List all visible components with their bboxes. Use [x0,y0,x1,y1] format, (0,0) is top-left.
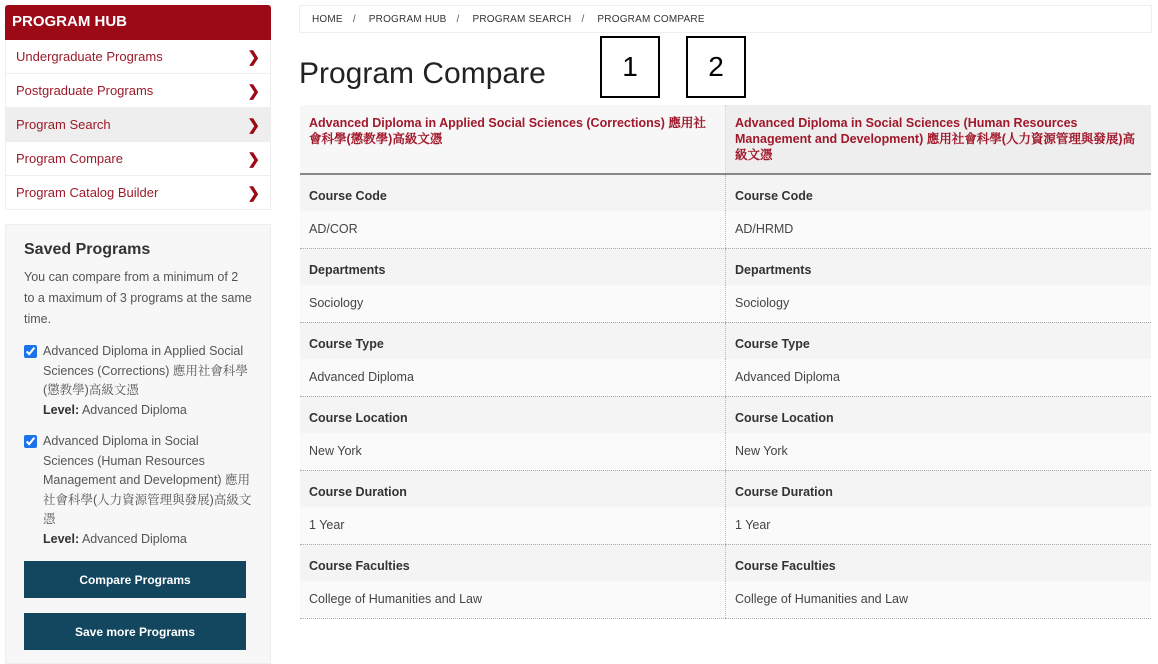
field-label: Course Duration [726,470,1152,507]
program-hub-nav [5,5,271,210]
field-label: Departments [726,248,1152,285]
field-label: Departments [300,248,726,285]
chevron-right-icon: ❯ [247,184,260,202]
breadcrumb-home[interactable]: HOME [312,14,343,25]
field-label: Course Location [726,396,1152,433]
field-value: Sociology [726,285,1152,322]
field-value: AD/HRMD [726,211,1152,248]
program-name: Advanced Diploma in Applied Social Sciences (Corrections) 應用社會科學(懲教學)高級文憑 [43,344,248,397]
field-label: Course Type [726,322,1152,359]
breadcrumb-program-compare: PROGRAM COMPARE [597,14,705,25]
label-row [300,396,1151,433]
nav-label: Program Search [16,117,111,132]
nav-label: Undergraduate Programs [16,49,163,64]
nav-label: Program Catalog Builder [16,185,159,200]
save-more-programs-button[interactable]: Save more Programs [24,613,246,650]
annotation-marker-1: 1 [600,36,660,98]
level-label: Level: [43,531,80,546]
field-label: Course Faculties [300,544,726,581]
value-row [300,359,1151,396]
value-row [300,507,1151,544]
value-row [300,433,1151,470]
field-label: Course Code [300,174,726,211]
page-title: Program Compare [299,57,546,90]
field-value: Advanced Diploma [300,359,726,396]
compare-table [300,105,1151,619]
field-label: Course Location [300,396,726,433]
field-value: AD/COR [300,211,726,248]
saved-program-item [24,342,252,420]
nav-label: Postgraduate Programs [16,83,154,98]
breadcrumb: HOME / PROGRAM HUB / PROGRAM SEARCH / PROGRAM COMPARE [299,5,1152,33]
label-row [300,248,1151,285]
saved-program-item [24,432,252,549]
field-value: College of Humanities and Law [726,581,1152,618]
label-row [300,470,1151,507]
program-hub-title: PROGRAM HUB [5,5,271,40]
nav-program-catalog-builder[interactable] [5,176,271,210]
nav-program-search[interactable] [5,108,271,142]
value-row [300,581,1151,618]
saved-programs-title: Saved Programs [24,241,151,258]
field-value: Sociology [300,285,726,322]
column-header-program-2[interactable]: Advanced Diploma in Social Sciences (Human Resources Management and Development) 應用社會科學(人力資源管理與發展)高級文憑 [726,105,1152,174]
program-checkbox[interactable] [24,435,37,448]
field-value: New York [726,433,1152,470]
annotation-marker-2: 2 [686,36,746,98]
chevron-right-icon: ❯ [247,82,260,100]
field-value: 1 Year [300,507,726,544]
program-level: Advanced Diploma [81,402,187,417]
chevron-right-icon: ❯ [247,150,260,168]
breadcrumb-program-hub[interactable]: PROGRAM HUB [368,14,447,25]
saved-programs-description: You can compare from a minimum of 2 to a maximum of 3 programs at the same time. [24,270,252,326]
nav-label: Program Compare [16,151,123,166]
chevron-right-icon: ❯ [247,116,260,134]
program-checkbox[interactable] [24,345,37,358]
saved-programs-panel [5,224,271,664]
value-row [300,211,1151,248]
field-value: Advanced Diploma [726,359,1152,396]
field-value: New York [300,433,726,470]
compare-programs-button[interactable]: Compare Programs [24,561,246,598]
program-level: Advanced Diploma [81,531,187,546]
breadcrumb-program-search[interactable]: PROGRAM SEARCH [472,14,572,25]
label-row [300,174,1151,211]
nav-postgraduate-programs[interactable] [5,74,271,108]
nav-undergraduate-programs[interactable] [5,40,271,74]
value-row [300,285,1151,322]
program-name: Advanced Diploma in Social Sciences (Human Resources Management and Development) 應用社會科學(人力資源管理與發展)高級文憑 [43,434,252,526]
chevron-right-icon: ❯ [247,48,260,66]
field-label: Course Faculties [726,544,1152,581]
field-label: Course Duration [300,470,726,507]
field-value: College of Humanities and Law [300,581,726,618]
label-row [300,322,1151,359]
field-label: Course Type [300,322,726,359]
field-value: 1 Year [726,507,1152,544]
level-label: Level: [43,402,80,417]
field-label: Course Code [726,174,1152,211]
column-header-program-1[interactable]: Advanced Diploma in Applied Social Sciences (Corrections) 應用社會科學(懲教學)高級文憑 [300,105,726,174]
label-row [300,544,1151,581]
nav-program-compare[interactable] [5,142,271,176]
